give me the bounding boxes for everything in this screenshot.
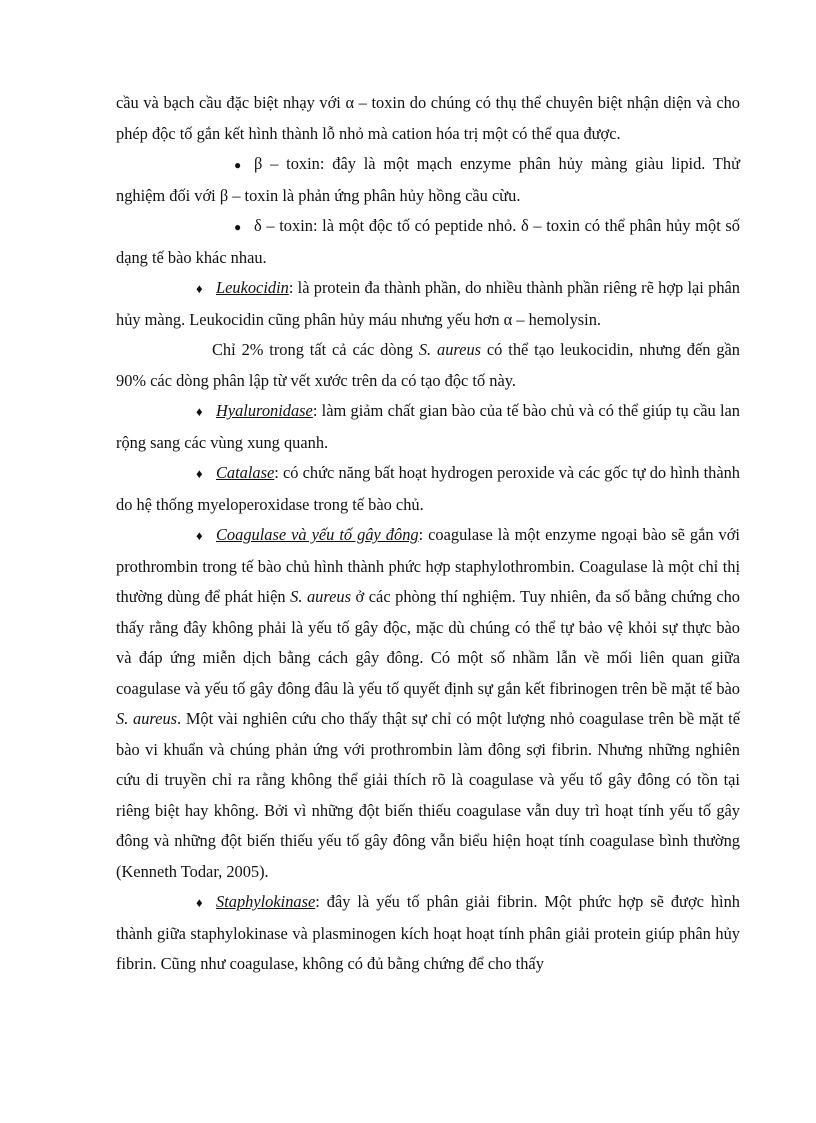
- paragraph-text: có thể tạo leukocidin, nhưng đến gần 90% các dòng phân lập từ vết xước trên da có tạo độc tố này.: [116, 340, 740, 390]
- paragraph-text: : coagulase là một enzyme ngoại bào sẽ gắn với prothrombin trong tế bào chủ hình thành phức hợp staphylothrombin. Coagulase là một chỉ thị thường dùng để phát hiện: [116, 525, 740, 606]
- term-coagulase: Coagulase và yếu tố gây đông: [216, 525, 419, 544]
- bullet-dot-icon: ●: [234, 158, 242, 172]
- paragraph-catalase: [116, 458, 740, 520]
- paragraph-delta-toxin: [116, 211, 740, 273]
- diamond-bullet-icon: ♦: [196, 281, 203, 296]
- paragraph-text: : có chức năng bất hoạt hydrogen peroxide và các gốc tự do hình thành do hệ thống myeloperoxidase trong tế bào chủ.: [116, 463, 740, 514]
- term-hyaluronidase: Hyaluronidase: [216, 401, 313, 420]
- paragraph-staphylokinase: [116, 887, 740, 980]
- paragraph-text: cầu và bạch cầu đặc biệt nhạy với α – toxin do chúng có thụ thể chuyên biệt nhận diện và cho phép độc tố gắn kết hình thành lỗ nhỏ mà cation hóa trị một có thể qua được.: [116, 93, 740, 143]
- paragraph-text: ở các phòng thí nghiệm. Tuy nhiên, đa số bằng chứng cho thấy rằng đây không phải là yếu tố gây độc, mặc dù chúng có thể tự bảo vệ khỏi sự thực bào và đáp ứng miễn dịch bằng cách gây đông. Có một số nhầm lẫn về mối liên quan giữa coagulase và yếu tố gây đông đâu là yếu tố quyết định sự gắn kết fibrinogen trên bề mặt tế bào: [116, 587, 740, 698]
- paragraph-text: Chỉ 2% trong tất cả các dòng: [212, 340, 419, 359]
- bullet-dot-icon: ●: [234, 220, 242, 234]
- paragraph-hyaluronidase: [116, 396, 740, 458]
- diamond-bullet-icon: ♦: [196, 466, 203, 481]
- paragraph-text: : đây là yếu tố phân giải fibrin. Một phức hợp sẽ được hình thành giữa staphylokinase và plasminogen kích hoạt hoạt tính phân giải protein giúp phân hủy fibrin. Cũng như coagulase, không có đủ bằng chứng để cho thấy: [116, 892, 740, 973]
- paragraph-alpha-toxin: [116, 88, 740, 149]
- term-staphylokinase: Staphylokinase: [216, 892, 316, 911]
- term-leukocidin: Leukocidin: [216, 278, 289, 297]
- paragraph-text: : là protein đa thành phần, do nhiều thành phần riêng rẽ hợp lại phân hủy màng. Leukocidin cũng phân hủy máu nhưng yếu hơn α – hemolysin.: [116, 278, 740, 329]
- paragraph-text: β – toxin: đây là một mạch enzyme phân hủy màng giàu lipid. Thử nghiệm đối với β – toxin là phản ứng phân hủy hồng cầu cừu.: [116, 154, 740, 205]
- paragraph-text: . Một vài nghiên cứu cho thấy thật sự chỉ có một lượng nhỏ coagulase trên bề mặt tế bào vi khuẩn và chúng phản ứng với prothrombin làm đông sợi fibrin. Nhưng những nghiên cứu di truyền chỉ ra rằng không thể giải thích rõ là coagulase và yếu tố gây đông có tồn tại riêng biệt hay không. Bởi vì những đột biến thiếu coagulase vẫn duy trì hoạt tính yếu tố gây đông và những đột biến thiếu yếu tố gây đông vẫn biểu hiện hoạt tính coagulase bình thường (Kenneth Todar, 2005).: [116, 709, 740, 881]
- species-name: S. aureus: [116, 709, 178, 728]
- diamond-bullet-icon: ♦: [196, 528, 203, 543]
- paragraph-leukocidin: [116, 273, 740, 335]
- paragraph-text: δ – toxin: là một độc tố có peptide nhỏ. δ – toxin có thể phân hủy một số dạng tế bào khác nhau.: [116, 216, 740, 267]
- diamond-bullet-icon: ♦: [196, 404, 203, 419]
- diamond-bullet-icon: ♦: [196, 895, 203, 910]
- paragraph-leukocidin-stats: [116, 335, 740, 396]
- paragraph-beta-toxin: [116, 149, 740, 211]
- species-name: S. aureus: [290, 587, 351, 606]
- species-name: S. aureus: [418, 340, 482, 359]
- document-page: [116, 88, 740, 980]
- paragraph-text: : làm giảm chất gian bào của tế bào chủ và có thể giúp tụ cầu lan rộng sang các vùng xung quanh.: [116, 401, 740, 452]
- term-catalase: Catalase: [216, 463, 275, 482]
- paragraph-coagulase: [116, 520, 740, 887]
